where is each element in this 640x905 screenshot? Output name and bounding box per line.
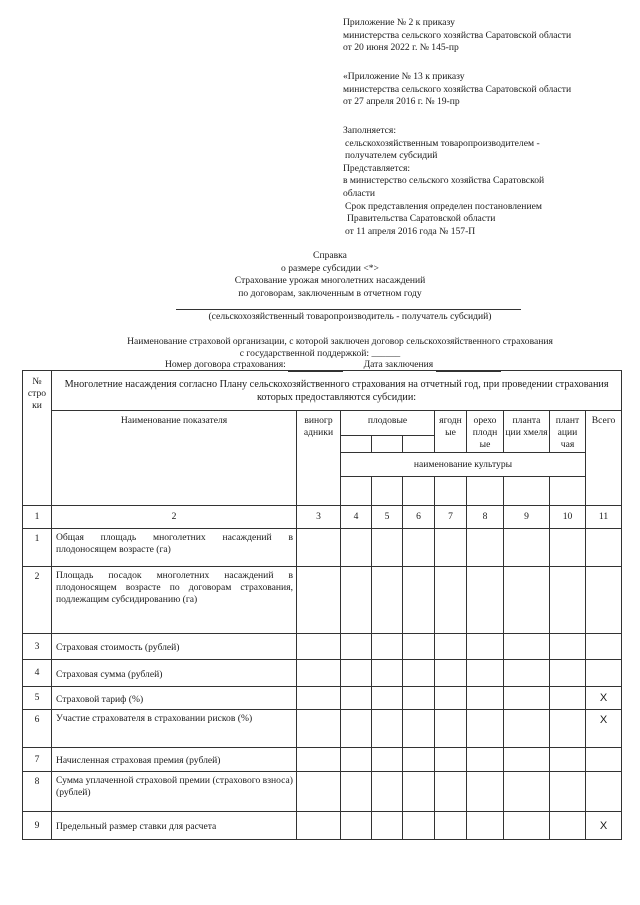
filing-line: Представляется:: [343, 162, 411, 174]
contract-number-label: Номер договора страхования:: [165, 359, 286, 370]
filing-line: Правительства Саратовской области: [347, 213, 496, 225]
column-number-row: [23, 506, 622, 529]
column-number: 9: [504, 506, 550, 529]
indicator-name: Страховой тариф (%): [52, 687, 297, 710]
title-line: Справка: [313, 250, 347, 261]
column-number: 3: [297, 506, 341, 529]
row-number-header: № стро ки: [23, 371, 52, 506]
filing-line: получателем субсидий: [345, 150, 438, 162]
table-row: [23, 687, 622, 710]
table-row: [23, 529, 622, 567]
subsidy-table: [22, 370, 622, 840]
filing-line: в министерство сельского хозяйства Саратовской: [343, 175, 545, 187]
producer-blank-line: [176, 309, 521, 310]
cell: [403, 436, 435, 453]
filing-line: от 11 апреля 2016 года № 157-П: [345, 225, 476, 237]
attachment-1-line: министерства сельского хозяйства Саратовской области: [343, 29, 572, 41]
row-number: 6: [23, 710, 52, 748]
total-cell: X: [586, 687, 622, 710]
total-cell: [586, 772, 622, 812]
filing-line: Срок представления определен постановлением: [345, 200, 542, 212]
col-total: Всего: [586, 411, 622, 506]
total-cell: [586, 748, 622, 772]
attachment-2-line: министерства сельского хозяйства Саратовской области: [343, 83, 572, 95]
cell: [467, 477, 504, 506]
indicator-name: Страховая сумма (рублей): [52, 660, 297, 687]
cell: [435, 477, 467, 506]
indicator-name: Общая площадь многолетних насаждений в плодоносящем возрасте (га): [52, 529, 297, 567]
title-line: Страхование урожая многолетних насаждений: [234, 275, 426, 287]
column-number: 6: [403, 506, 435, 529]
indicator-name: Площадь посадок многолетних насаждений в плодоносящем возрасте по договорам страхования, подлежащим субсидированию (га): [52, 567, 297, 634]
contract-date-label: Дата заключения: [363, 359, 434, 370]
column-number: 7: [435, 506, 467, 529]
document-title: [180, 250, 480, 300]
column-number: 5: [372, 506, 403, 529]
column-number: 8: [467, 506, 504, 529]
col-fruit: плодовые: [341, 411, 435, 436]
column-number: 2: [52, 506, 297, 529]
cell: [403, 477, 435, 506]
indicator-name: Страховая стоимость (рублей): [52, 634, 297, 660]
col-tea: плант ации чая: [550, 411, 586, 453]
column-number: 4: [341, 506, 372, 529]
cell: [550, 477, 586, 506]
attachment-2-line: от 27 апреля 2016 г. № 19-пр: [343, 96, 460, 108]
table-row: [23, 567, 622, 634]
row-number: 3: [23, 634, 52, 660]
indicator-name: Сумма уплаченной страховой премии (страхового взноса) (рублей): [52, 772, 297, 812]
table-row: [23, 772, 622, 812]
row-number: 2: [23, 567, 52, 634]
insurer-line-2: с государственной поддержкой: ______: [239, 348, 401, 359]
row-number: 4: [23, 660, 52, 687]
table-row: [23, 812, 622, 840]
total-cell: X: [586, 812, 622, 840]
crop-name-header: наименование культуры: [341, 453, 586, 477]
row-number: 7: [23, 748, 52, 772]
row-number: 8: [23, 772, 52, 812]
row-number: 9: [23, 812, 52, 840]
col-hop: планта ции хмеля: [504, 411, 550, 453]
cell: [341, 436, 372, 453]
total-cell: [586, 529, 622, 567]
column-number: 1: [23, 506, 52, 529]
row-number: 5: [23, 687, 52, 710]
attachment-2-line: «Приложение № 13 к приказу: [343, 71, 465, 82]
indicator-name: Предельный размер ставки для расчета: [52, 812, 297, 840]
indicator-name: Начисленная страховая премия (рублей): [52, 748, 297, 772]
cell: [372, 436, 403, 453]
table-row: [23, 710, 622, 748]
col-berry: ягодн ые: [435, 411, 467, 453]
cell: [504, 477, 550, 506]
col-vineyards: виногр адники: [297, 411, 341, 506]
attachment-1-line: от 20 июня 2022 г. № 145-пр: [343, 42, 459, 54]
total-cell: X: [586, 710, 622, 748]
filing-instructions: [343, 125, 544, 238]
insurer-line-1: Наименование страховой организации, с которой заключен договор сельскохозяйственного страхования: [127, 336, 553, 347]
producer-caption: (сельскохозяйственный товаропроизводитель - получатель субсидий): [208, 311, 492, 322]
indicator-header: Наименование показателя: [52, 411, 297, 506]
title-line: о размере субсидии <*>: [281, 262, 379, 274]
attachment-1-line: Приложение № 2 к приказу: [343, 17, 455, 28]
table-row: [23, 748, 622, 772]
title-line: по договорам, заключенным в отчетном году: [238, 287, 422, 299]
row-number: 1: [23, 529, 52, 567]
cell: [341, 477, 372, 506]
plan-header: Многолетние насаждения согласно Плану сельскохозяйственного страхования на отчетный год, при проведении страхования которых предоставляются субсидии:: [52, 371, 622, 411]
filing-line: области: [343, 187, 376, 199]
cell: [372, 477, 403, 506]
total-cell: [586, 660, 622, 687]
attachment-note-2: [343, 71, 571, 109]
indicator-name: Участие страхователя в страховании рисков (%): [52, 710, 297, 748]
filing-line: сельскохозяйственным товаропроизводителем -: [345, 137, 540, 149]
total-cell: [586, 634, 622, 660]
filing-line: Заполняется:: [343, 125, 396, 136]
attachment-note-1: [343, 17, 571, 55]
col-nut: орехо плодн ые: [467, 411, 504, 453]
table-row: [23, 660, 622, 687]
column-number: 11: [586, 506, 622, 529]
column-number: 10: [550, 506, 586, 529]
total-cell: [586, 567, 622, 634]
table-row: [23, 634, 622, 660]
